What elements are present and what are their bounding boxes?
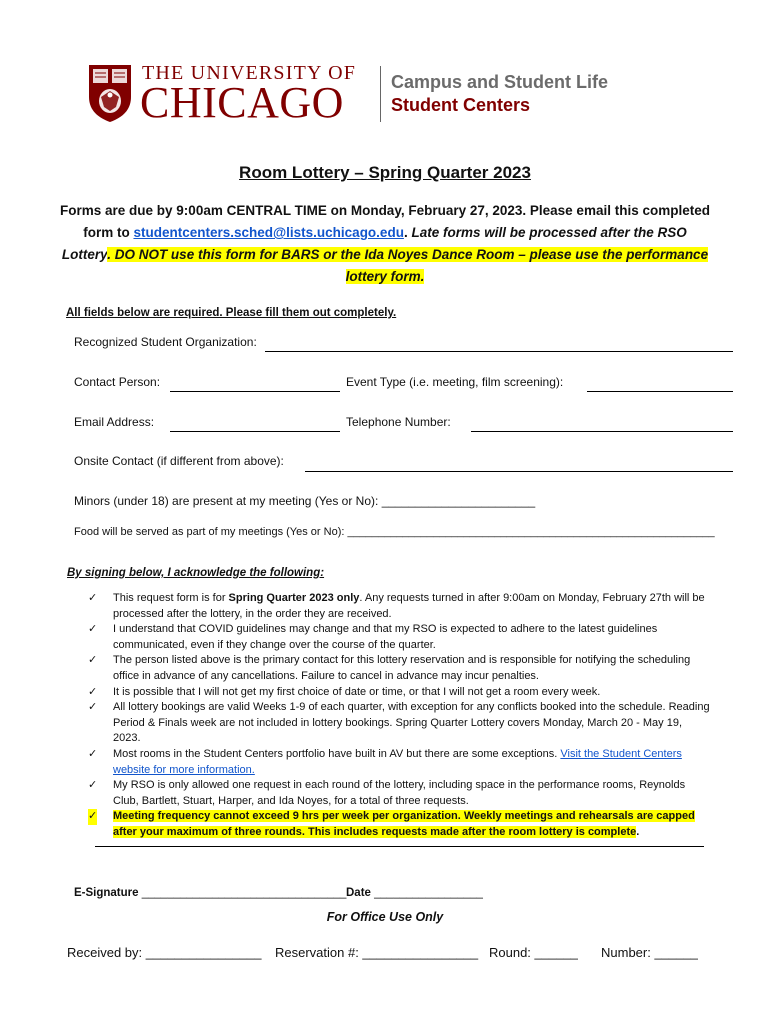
university-name-line1: THE UNIVERSITY OF [142, 62, 357, 84]
university-crest-icon [87, 63, 133, 123]
round-field[interactable]: Round: ______ [489, 945, 578, 960]
ack-text: My RSO is only allowed one request in each round of the lottery, including space in the performance rooms, Reynolds Club, Bartlett, Stuart, Harper, and Ida Noyes, for a total of three requests. [113, 779, 686, 807]
email-address-field[interactable] [170, 431, 340, 432]
ack-bold-text: Spring Quarter 2023 only [228, 592, 360, 604]
submission-email-link[interactable]: studentcenters.sched@lists.uchicago.edu [133, 225, 404, 240]
ack-item [88, 622, 710, 653]
received-by-field[interactable]: Received by: ________________ [67, 945, 262, 960]
checkmark-icon: ✓ [88, 592, 98, 604]
ack-item [88, 809, 710, 840]
office-use-heading: For Office Use Only [326, 910, 444, 924]
minors-answer-field[interactable]: _______________________ [381, 494, 536, 508]
checkmark-icon: ✓ [88, 685, 98, 698]
minors-question [74, 494, 535, 508]
section-divider [95, 846, 704, 847]
onsite-contact-field[interactable] [305, 471, 733, 472]
checkmark-icon: ✓ [88, 779, 98, 792]
contact-person-field[interactable] [170, 391, 340, 392]
meeting-frequency-notice: Meeting frequency cannot exceed 9 hrs per week per organization. Weekly meetings and rehearsals are capped after your maximum of three rounds. This includes requests made after the room lottery is complete [113, 810, 695, 838]
rso-label: Recognized Student Organization: [74, 335, 257, 349]
ack-text: . Any requests turned in after 9:00am on Monday, February 27th will be processed after the lottery, in the order they are received. [113, 592, 705, 620]
e-signature-label [74, 887, 346, 899]
food-answer-field[interactable]: ____________________________________________________________ [347, 526, 715, 538]
intro-instructions [60, 200, 710, 288]
required-fields-note: All fields below are required. Please fill them out completely. [66, 307, 397, 319]
ack-item [88, 700, 710, 747]
food-question [74, 526, 715, 538]
intro-text-sep: . [403, 225, 412, 240]
rso-field[interactable] [265, 351, 733, 352]
university-name-line2: CHICAGO [140, 78, 344, 127]
intro-text: Forms are due by 9:00am CENTRAL TIME on Monday, February 27, 2023. Please email this completed form to [60, 203, 710, 240]
telephone-field[interactable] [471, 431, 733, 432]
ack-text: . [636, 825, 640, 838]
checkmark-icon: ✓ [88, 809, 97, 825]
date-label [346, 887, 483, 899]
student-centers-website-link[interactable]: Visit the Student Centers website for more information. [113, 747, 682, 776]
acknowledgement-list [88, 591, 710, 841]
telephone-label: Telephone Number: [346, 415, 451, 429]
ack-text: This request form is for [113, 592, 229, 604]
ack-item [88, 591, 710, 622]
ack-text: The person listed above is the primary contact for this lottery reservation and is responsible for notifying the scheduling office in advance of any cancellations. Failure to cancel in advance may incur penalties. [113, 654, 691, 682]
onsite-contact-label: Onsite Contact (if different from above): [74, 454, 284, 468]
food-label: Food will be served as part of my meetings (Yes or No): [74, 526, 348, 538]
contact-person-label: Contact Person: [74, 375, 161, 389]
ack-text: All lottery bookings are valid Weeks 1-9 of each quarter, with exception for any conflicts booked into the schedule. Reading Period & Finals week are not included in lottery bookings. Spring Quarter Lottery covers Monday, March 20 - May 19, 2023. [113, 701, 710, 745]
date-text: Date [346, 887, 371, 899]
performance-form-notice: . DO NOT use this form for BARS or the Ida Noyes Dance Room – please use the performance lottery form. [107, 247, 709, 284]
number-field[interactable]: Number: ______ [601, 945, 698, 960]
checkmark-icon: ✓ [88, 701, 98, 714]
ack-item [88, 778, 710, 809]
e-signature-field[interactable]: ________________________________ [141, 887, 347, 899]
checkmark-icon: ✓ [88, 654, 98, 667]
minors-label: Minors (under 18) are present at my meeting (Yes or No): [74, 494, 382, 508]
date-field[interactable]: _________________ [374, 887, 483, 899]
checkmark-icon: ✓ [88, 747, 98, 760]
ack-text: It is possible that I will not get my first choice of date or time, or that I will not get a room every week. [113, 685, 601, 698]
ack-item [88, 653, 710, 684]
header-divider [380, 66, 381, 122]
event-type-label: Event Type (i.e. meeting, film screening): [346, 375, 564, 389]
office-name: Student Centers [391, 95, 531, 115]
ack-item [88, 685, 710, 701]
department-name: Campus and Student Life [391, 72, 609, 92]
ack-text: Most rooms in the Student Centers portfolio have built in AV but there are some exceptions. [113, 747, 561, 760]
event-type-field[interactable] [587, 391, 733, 392]
reservation-number-field[interactable]: Reservation #: ________________ [275, 945, 479, 960]
checkmark-icon: ✓ [88, 623, 98, 636]
email-address-label: Email Address: [74, 415, 155, 429]
ack-text: I understand that COVID guidelines may change and that my RSO is expected to adhere to the latest guidelines communicated, even if they change over the course of the quarter. [113, 623, 658, 651]
acknowledgement-heading: By signing below, I acknowledge the following: [67, 567, 325, 579]
late-forms-note: Late forms will be processed after the RSO Lottery [61, 225, 687, 262]
e-signature-text: E-Signature [74, 887, 139, 899]
form-title: Room Lottery – Spring Quarter 2023 [239, 163, 531, 182]
ack-item [88, 747, 710, 778]
